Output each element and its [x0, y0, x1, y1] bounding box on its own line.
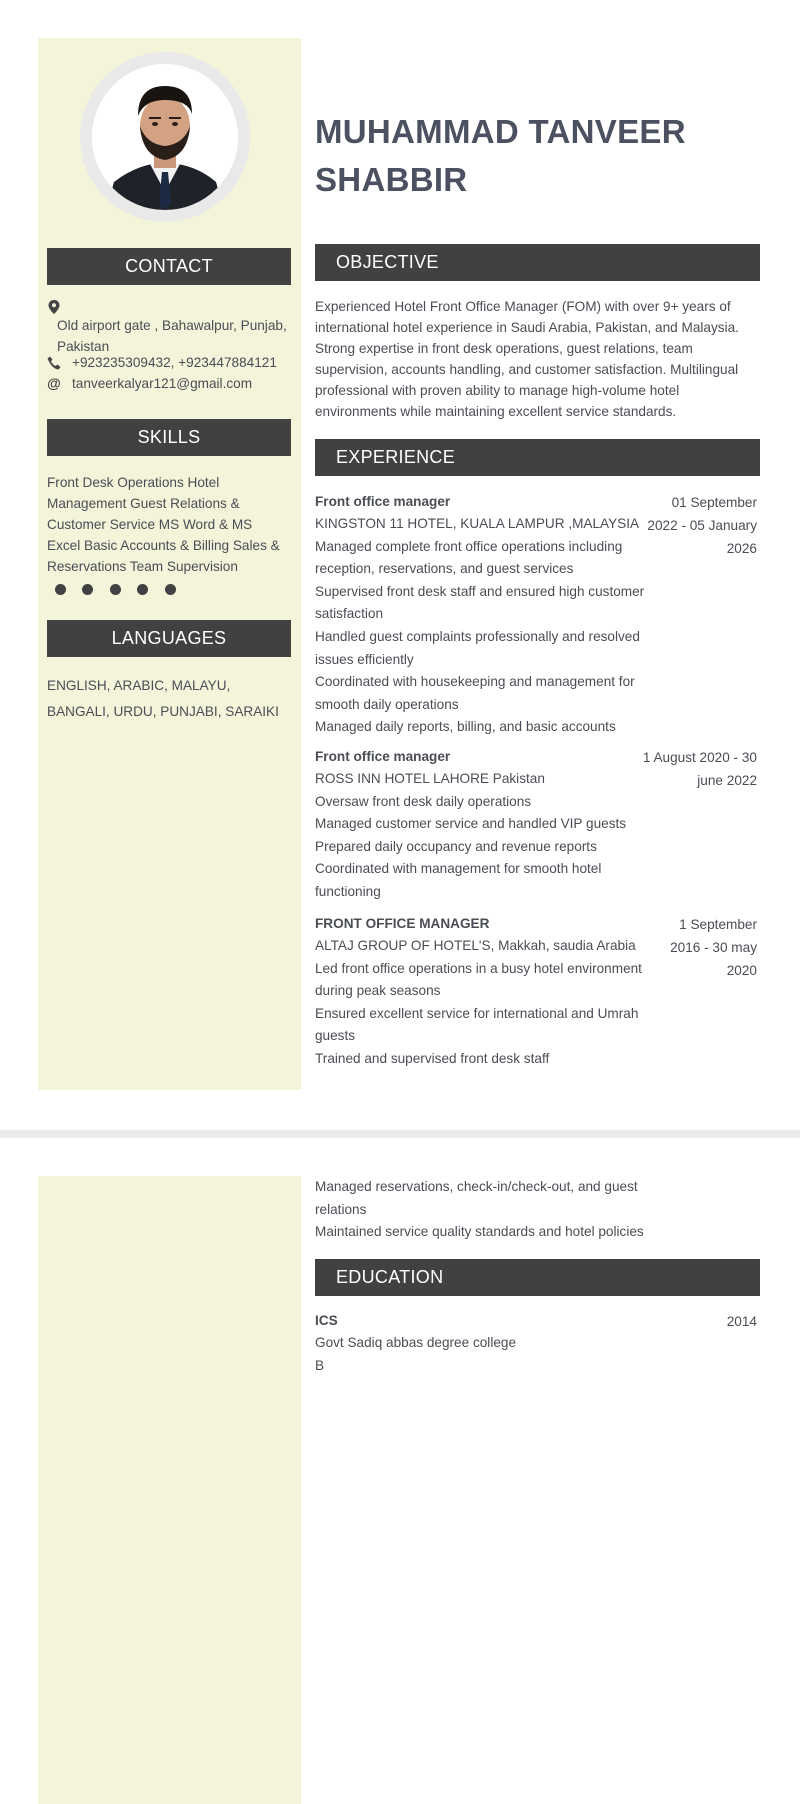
sidebar	[38, 38, 301, 1090]
education-heading: EDUCATION	[315, 1259, 760, 1296]
job-date: 1 August 2020 - 30 june 2022	[642, 750, 757, 788]
rating-dot	[82, 584, 93, 595]
job-title: FRONT OFFICE MANAGER	[315, 916, 490, 931]
job-duty: Led front office operations in a busy hotel environment during peak seasons	[315, 960, 642, 999]
education-degree: ICS	[315, 1313, 338, 1328]
job-duty: Managed reservations, check-in/check-out, and guest relations	[315, 1179, 638, 1217]
experience-entry	[315, 746, 757, 904]
job-duty: Trained and supervised front desk staff	[315, 1050, 550, 1066]
job-title: Front office manager	[315, 494, 451, 509]
experience-heading: EXPERIENCE	[315, 439, 760, 476]
job-duty: Managed daily reports, billing, and basic accounts	[315, 719, 616, 735]
job-company: KINGSTON 11 HOTEL, KUALA LAMPUR ,MALAYSIA	[315, 516, 640, 531]
experience-entry	[315, 913, 757, 1071]
education-entry	[315, 1310, 757, 1377]
contact-phone-row	[47, 352, 292, 373]
education-year: 2014	[726, 1314, 757, 1329]
at-sign-icon: @	[47, 375, 61, 391]
sidebar	[38, 1176, 301, 1804]
contact-email-row	[47, 373, 292, 394]
experience-entry-continued	[315, 1176, 757, 1244]
languages-text: ENGLISH, ARABIC, MALAYU, BANGALI, URDU, PUNJABI, SARAIKI	[47, 678, 279, 719]
experience-entry	[315, 491, 757, 739]
job-duty: Managed customer service and handled VIP guests	[315, 816, 627, 832]
map-pin-icon	[47, 300, 61, 314]
job-duty: Oversaw front desk daily operations	[315, 793, 532, 809]
rating-dot	[165, 584, 176, 595]
candidate-name: MUHAMMAD TANVEER SHABBIR	[315, 113, 686, 198]
job-duty: Coordinated with housekeeping and management for smooth daily operations	[315, 674, 635, 712]
job-title: Front office manager	[315, 749, 451, 764]
job-company: ROSS INN HOTEL LAHORE Pakistan	[315, 771, 545, 786]
page-separator	[0, 1130, 800, 1138]
rating-dot	[55, 584, 66, 595]
job-date: 01 September 2022 - 05 January 2026	[647, 495, 757, 556]
job-company: ALTAJ GROUP OF HOTEL'S, Makkah, saudia Arabia	[315, 938, 636, 953]
rating-dot	[110, 584, 121, 595]
contact-address: Old airport gate , Bahawalpur, Punjab, Pakistan	[57, 318, 287, 354]
job-duty: Supervised front desk staff and ensured high customer satisfaction	[315, 583, 645, 622]
job-duty: Prepared daily occupancy and revenue reports	[315, 838, 597, 854]
objective-text: Experienced Hotel Front Office Manager (FOM) with over 9+ years of international hotel experience in Saudi Arabia, Pakistan, and Malaysia. Strong expertise in front desk operations, guest relations, team supervision, accounts handling, and customer satisfaction. Multilingual professional with proven ability to manage high-volume hotel environments while maintaining excellent service standards.	[315, 299, 739, 419]
objective-heading: OBJECTIVE	[315, 244, 760, 281]
contact-email: tanveerkalyar121@gmail.com	[72, 376, 253, 391]
job-duty: Ensured excellent service for international and Umrah guests	[315, 1005, 639, 1044]
education-institution: Govt Sadiq abbas degree college	[315, 1335, 517, 1350]
resume-page-2	[0, 1138, 800, 1804]
job-duty: Coordinated with management for smooth hotel functioning	[315, 861, 602, 899]
skills-heading: SKILLS	[47, 419, 291, 456]
job-duty: Maintained service quality standards and hotel policies	[315, 1224, 644, 1240]
contact-phone: +923235309432, +923447884121	[72, 355, 277, 370]
languages-heading: LANGUAGES	[47, 620, 291, 657]
phone-icon	[47, 356, 61, 370]
profile-photo-frame	[80, 52, 250, 222]
job-duty: Managed complete front office operations including reception, reservations, and guest services	[315, 538, 623, 577]
education-grade: B	[315, 1357, 325, 1373]
job-date: 1 September 2016 - 30 may 2020	[670, 917, 757, 978]
profile-photo	[92, 64, 238, 210]
contact-address-row	[47, 296, 287, 357]
contact-heading: CONTACT	[47, 248, 291, 285]
job-duty: Handled guest complaints professionally and resolved issues efficiently	[315, 628, 640, 667]
skills-text: Front Desk Operations Hotel Management Guest Relations & Customer Service MS Word & MS Excel Basic Accounts & Billing Sales & Reservations Team Supervision	[47, 475, 280, 574]
portrait-image	[92, 64, 238, 210]
rating-dot	[137, 584, 148, 595]
